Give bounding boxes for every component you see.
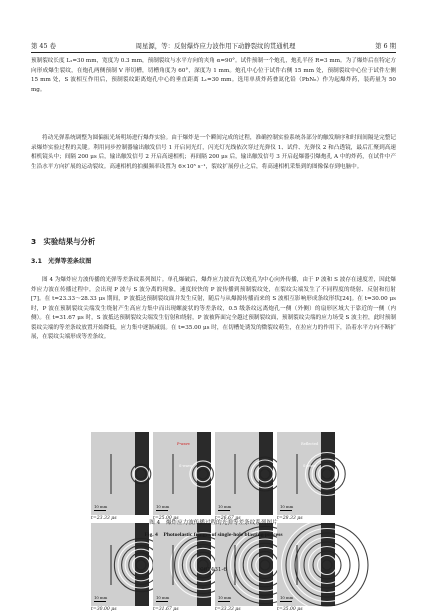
scale-bar — [218, 510, 230, 511]
scale-bar — [156, 510, 168, 511]
paragraph-specimen: 预制裂纹长度 L₂=30 mm，宽度为 0.3 mm，预制裂纹与水平方向的夹角 α=90°。试件预制一个炮孔，炮孔半径 R=3 mm。为了爆炸后在特定方向形成爆生裂纹，在炮孔两侧预制 V 形切槽，切槽角度为 60°，深度为 1 mm。炮孔中心位于试件右侧 15 mm 处，预制裂纹中心位于试件左侧 15 mm 处，S 波相互作用后，预制裂纹距离炮孔中心的垂直距离 L₁=30 mm。选用单质炸药叠氮化铅（PbN₆）作为起爆炸药，装药量为 50 mg。 — [31, 58, 396, 93]
scale-bar-label: 10 mm — [156, 504, 170, 509]
header-title: 周星源，等：反射爆炸应力波作用下动静裂纹的贯通机理 — [135, 42, 296, 50]
fringe-image — [215, 432, 273, 515]
scale-bar — [280, 510, 292, 511]
figure-caption-en: Fig. 4 Photoelastic fringes of single-hole blasting process — [144, 532, 283, 538]
scale-bar-label: 10 mm — [280, 595, 294, 600]
wave-label: Reflected — [301, 442, 319, 446]
figure-caption-cn: 图 4 爆炸应力波传播过程的光弹等差条纹系列图片 — [149, 520, 278, 526]
scale-bar-label: 10 mm — [280, 504, 294, 509]
fringe-panel — [215, 432, 273, 515]
time-label: t=31.67 μs — [153, 607, 179, 612]
fringe-panel — [277, 432, 335, 515]
scale-bar-label: 10 mm — [218, 504, 232, 509]
page-number: 061431-6 — [200, 567, 227, 573]
fringe-panel — [91, 432, 149, 515]
scale-bar-label: 10 mm — [94, 595, 108, 600]
scale-bar-label: 10 mm — [94, 504, 108, 509]
time-label: t=30.00 μs — [91, 607, 117, 612]
time-label: t=35.00 μs — [277, 607, 303, 612]
time-label: t=25.00 μs — [153, 516, 179, 521]
fringe-image — [91, 432, 149, 515]
time-label: t=26.67 μs — [215, 516, 241, 521]
scale-bar — [218, 601, 230, 602]
paragraph-results: 图 4 为爆炸应力波传播的光弹等差条纹系列图片。单孔爆破后，爆炸应力波首先以炮孔为中心向外传播，由于 P 波和 S 波存在速度差，因此爆炸应力波在传播过程中，会出现 P 波与 S 波分离的现象，速度较快的 P 波传播到预制裂纹处，在裂纹尖端发生了不同程度的绕射、反射和衍射[7]。在 t=23.33～28.33 μs 期间，P 波抵达预制裂纹面并发生反射，随后与从爆源传播而来的 S 波相互影响形成条纹形状[24]。在 t=30.00 μs 时，P 波在预制裂纹尖端发生绕射产生高应力集中而出现螺旋状的等差条纹，0.5 级条纹远离炮孔一侧（外侧）的扇形区域大于靠近的一侧（内侧）。在 t=31.67 μs 时，S 波抵达预制裂纹尖端发生衍射和绕射，P 波被阵面完全越过预制裂纹面，预制裂纹尖端的应力场受 S 波主控，此时预制裂纹尖端的等差条纹放置开始降低，应力集中逐渐减弱。在 t=35.00 μs 时，在切槽处诱发的微裂纹萌生，在拉应力的作用下，沿着水平方向不断扩展，在裂纹尖端形成等差条纹。 — [31, 277, 396, 340]
header-issue-number: 第 6 期 — [375, 42, 396, 50]
scale-bar — [94, 510, 106, 511]
wave-label: S-wave — [303, 464, 317, 468]
scale-bar — [280, 601, 292, 602]
fringe-panel — [153, 432, 211, 515]
time-label: t=33.33 μs — [215, 607, 241, 612]
scale-bar-label: 10 mm — [156, 595, 170, 600]
time-label: t=28.33 μs — [277, 516, 303, 521]
scale-bar-label: 10 mm — [218, 595, 232, 600]
wave-label: P-wave — [177, 442, 190, 446]
scale-bar — [94, 601, 106, 602]
header-volume: 第 45 卷 — [31, 42, 56, 50]
subsection-title: 3.1 光弹等差条纹图 — [31, 258, 92, 265]
header-rule — [31, 52, 396, 53]
wave-label: S-wave — [179, 464, 193, 468]
paragraph-procedure: 将动光弹系统调整为圆偏振光场明场进行爆炸实验。由于爆炸是一个瞬间完成的过程，准确控制实验系统各部分的触发顺序和时间间隔是完整记录爆炸实验过程的关键。利用同步控制器输出触发信号 1 开启同光灯，闪光灯光线依次穿过光弹仪 1、试件、光弹仪 2 和凸透镜，最后汇聚到高速相机镜头中；间隔 200 μs 后，输出触发信号 2 开启高速相机；再间隔 200 μs 后，输出触发信号 3 开启起爆器引爆炮孔 A 中的炸药，在试件中产生沿水平方向扩展的运动裂纹。高速相机的拍摄频率设置为 6×10⁵ s⁻¹，裂纹扩展停止之后，将高速相机采集到的图像保存到电脑中。 — [31, 135, 396, 170]
time-label: t=23.33 μs — [91, 516, 117, 521]
scale-bar — [156, 601, 168, 602]
running-header — [31, 38, 396, 50]
section-title: 3 实验结果与分析 — [31, 237, 96, 246]
